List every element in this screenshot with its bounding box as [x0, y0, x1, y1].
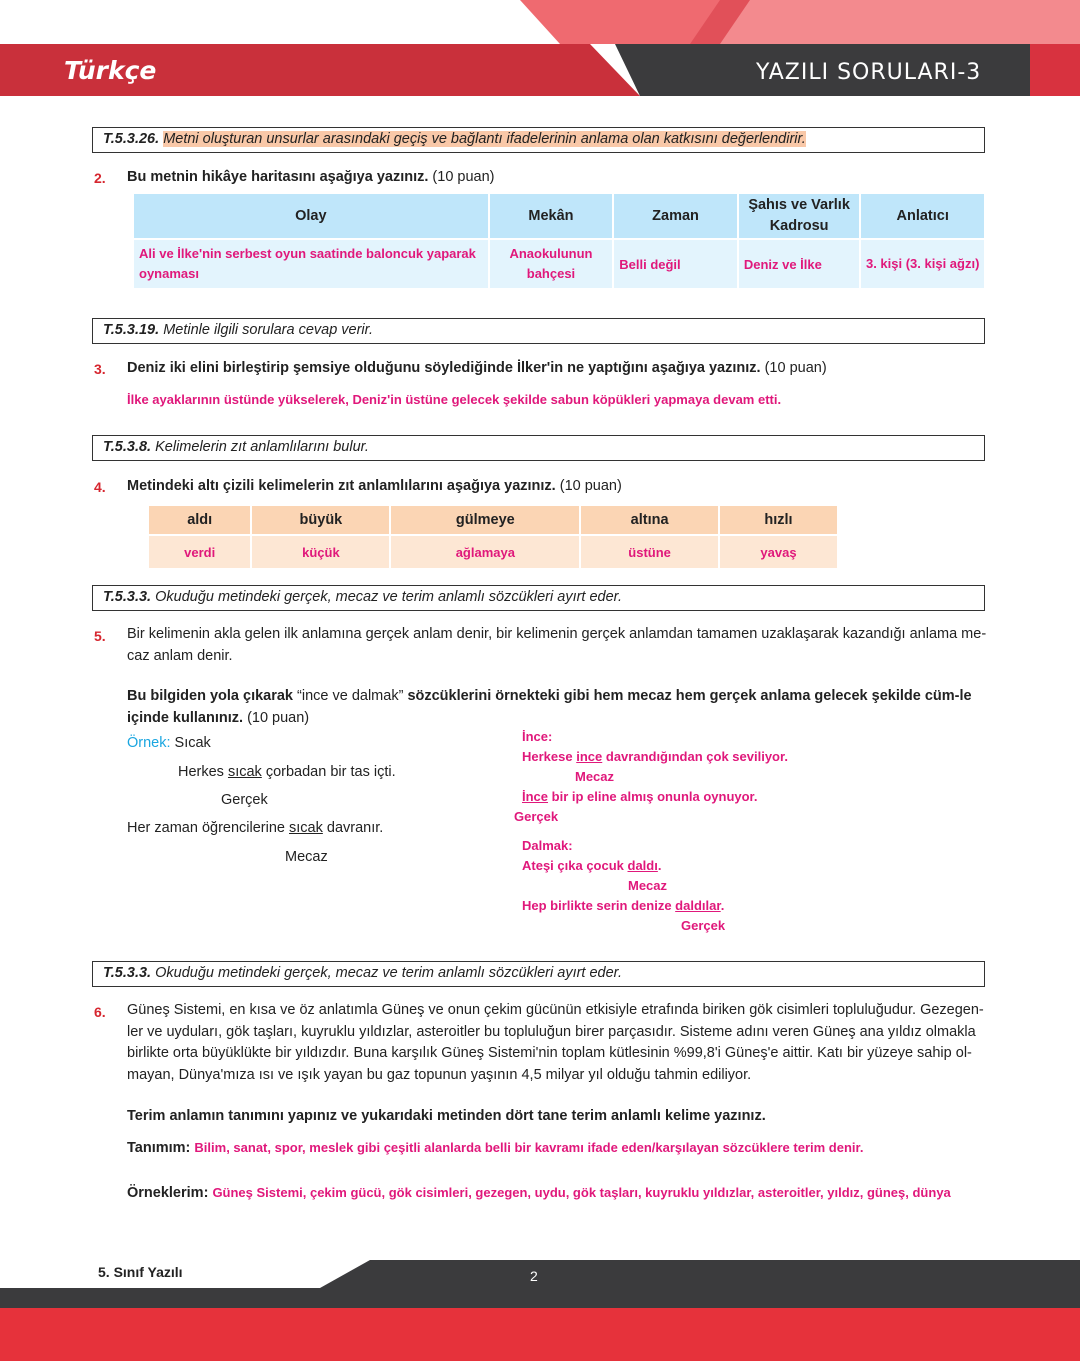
answer-sentence: Ateşi çıka çocuk daldı. [522, 858, 662, 873]
answer-label: Gerçek [514, 809, 559, 824]
examples-row: Örneklerim: Güneş Sistemi, çekim gücü, gök cisimleri, gezegen, uydu, gök taşları, kuyruklu yıldızlar, asteroitler, yıldız, güneş, dünya [127, 1185, 951, 1201]
objective-code: T.5.3.26. [103, 131, 160, 147]
objective-box [92, 435, 985, 461]
table-header: aldı [149, 506, 250, 534]
example-heading: Örnek: Sıcak [127, 735, 211, 751]
question-number: 5. [94, 628, 106, 644]
story-map-table [132, 192, 986, 290]
objective-box [92, 585, 985, 611]
objective-text: Okuduğu metindeki gerçek, mecaz ve terim anlamlı sözcükleri ayırt eder. [155, 589, 622, 605]
answer-sentence: Herkese ince davrandığından çok seviliyor. [522, 749, 788, 764]
question-prompt: Deniz iki elini birleştirip şemsiye olduğunu söylediğinde İlker'in ne yaptığını aşağıya yazınız. (10 puan) [127, 360, 827, 376]
question-prompt: Bu metnin hikâye haritasını aşağıya yazınız. (10 puan) [127, 169, 495, 185]
question-passage: Güneş Sistemi, en kısa ve öz anlatımla Güneş ve onun çekim gücünün etkisiyle etrafında biriken gök cisimleri topluluğudur. Gezegen-ler ve uyduları, gök taşları, kuyruklu yıldızlar, asteroitler bu topluluğun birer parçasıdır. Sisteme adını veren Güneş ana yıldız olmakla birlikte orta büyüklükte bir yıldızdır. Buna karşılık Güneş Sistemi'nin toplam kütlesinin %99,8'i Güneş'e aittir. Katı bir yüzeye sahip ol-mayan, Dünya'mıza ısı ve ışık yayan bu gaz topunun yaşının 4,5 milyar yıl olduğu tahmin ediliyor. [127, 1002, 984, 1083]
objective-text: Metni oluşturan unsurlar arasındaki geçiş ve bağlantı ifadelerinin anlama olan katkısını değerlendirir. [163, 131, 806, 147]
question-prompt: Metindeki altı çizili kelimelerin zıt anlamlılarını aşağıya yazınız. (10 puan) [127, 478, 622, 494]
table-cell: Anaokulunun bahçesi [490, 240, 613, 288]
table-header: Mekân [490, 194, 613, 238]
table-cell: Belli değil [614, 240, 737, 288]
objective-text: Kelimelerin zıt anlamlılarını bulur. [155, 439, 369, 455]
example-label: Mecaz [285, 849, 328, 865]
table-header: Olay [134, 194, 488, 238]
answer-sentence: İnce bir ip eline almış onunla oynuyor. [522, 789, 758, 804]
antonym-table [147, 504, 839, 570]
answer-heading: Dalmak: [522, 838, 573, 853]
table-cell: üstüne [581, 536, 718, 568]
example-sentence: Herkes sıcak çorbadan bir tas içti. [178, 764, 396, 780]
table-cell: yavaş [720, 536, 837, 568]
footer-label-bg [0, 1260, 370, 1288]
answer-label: Gerçek [681, 918, 726, 933]
table-header: Şahıs ve Varlık Kadrosu [739, 194, 860, 238]
answer-text: İlke ayaklarının üstünde yükselerek, Deniz'in üstüne gelecek şekilde sabun köpükleri yapmaya devam etti. [127, 392, 782, 407]
objective-text: Metinle ilgili sorulara cevap verir. [163, 322, 373, 338]
table-header: hızlı [720, 506, 837, 534]
table-header: gülmeye [391, 506, 579, 534]
objective-box [92, 127, 985, 153]
answer-sentence: Hep birlikte serin denize daldılar. [522, 898, 725, 913]
table-header: büyük [252, 506, 389, 534]
answer-label: Mecaz [575, 769, 615, 784]
objective-box [92, 961, 985, 987]
objective-text: Okuduğu metindeki gerçek, mecaz ve terim anlamlı sözcükleri ayırt eder. [155, 965, 622, 981]
question-number: 6. [94, 1004, 106, 1020]
header-band-accent [1030, 44, 1080, 96]
footer-label: 5. Sınıf Yazılı [98, 1264, 183, 1280]
brand-title: Türkçe [64, 56, 157, 85]
header-stripe [700, 0, 1080, 44]
answer-heading: İnce: [522, 729, 553, 744]
objective-code: T.5.3.8. [103, 439, 152, 455]
table-cell: 3. kişi (3. kişi ağzı) [861, 240, 984, 288]
answer-label: Mecaz [628, 878, 668, 893]
table-cell: Ali ve İlke'nin serbest oyun saatinde baloncuk yaparak oynaması [134, 240, 488, 288]
table-header: altına [581, 506, 718, 534]
objective-code: T.5.3.3. [103, 589, 152, 605]
table-header: Anlatıcı [861, 194, 984, 238]
page-number: 2 [530, 1268, 538, 1284]
question-number: 2. [94, 170, 106, 186]
objective-code: T.5.3.19. [103, 322, 160, 338]
footer-band-red [0, 1308, 1080, 1361]
series-title: YAZILI SORULARI-3 [756, 60, 982, 85]
question-prompt: Bu bilgiden yola çıkarak “ince ve dalmak” sözcüklerini örnekteki gibi hem mecaz hem gerçek anlama gelecek şekilde cüm-le içinde kullanınız. (10 puan) [127, 688, 972, 726]
question-number: 3. [94, 361, 106, 377]
table-cell: Deniz ve İlke [739, 240, 860, 288]
example-sentence: Her zaman öğrencilerine sıcak davranır. [127, 820, 384, 836]
question-number: 4. [94, 479, 106, 495]
table-header: Zaman [614, 194, 737, 238]
objective-code: T.5.3.3. [103, 965, 152, 981]
table-cell: küçük [252, 536, 389, 568]
question-intro: Bir kelimenin akla gelen ilk anlamına gerçek anlam denir, bir kelimenin gerçek anlamdan tamamen uzaklaşarak kazandığı anlama me-caz anlam denir. [127, 626, 987, 664]
example-label: Gerçek [221, 792, 268, 808]
table-cell: ağlamaya [391, 536, 579, 568]
objective-box [92, 318, 985, 344]
table-cell: verdi [149, 536, 250, 568]
definition-row: Tanımım: Bilim, sanat, spor, meslek gibi çeşitli alanlarda belli bir kavramı ifade eden/karşılayan sözcüklere terim denir. [127, 1140, 864, 1156]
question-prompt: Terim anlamın tanımını yapınız ve yukarıdaki metinden dört tane terim anlamlı kelime yazınız. [127, 1108, 766, 1124]
